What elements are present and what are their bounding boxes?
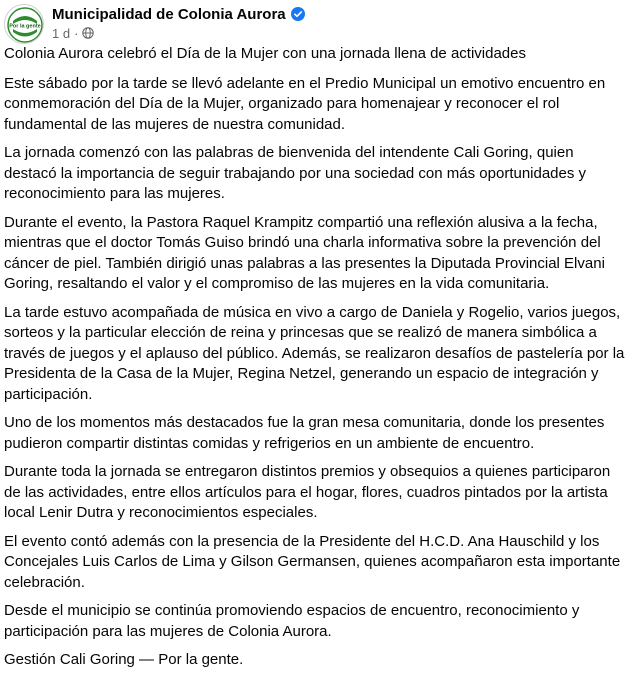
verified-badge-icon (291, 7, 305, 21)
post-meta (52, 4, 305, 41)
post-paragraph: Colonia Aurora celebró el Día de la Mujer con una jornada llena de actividades (4, 45, 526, 62)
post-paragraph: Este sábado por la tarde se llevó adelante en el Predio Municipal un emotivo encuentro en conmemoración del Día de la Mujer, organizado para homenajear y reconocer el rol fundamental de las mujeres de nuestra comunidad. (4, 74, 606, 133)
post-paragraph: Uno de los momentos más destacados fue la gran mesa comunitaria, donde los presentes pudieron compartir distintas comidas y refrigerios en un ambiente de encuentro. (4, 414, 605, 452)
separator-dot: · (74, 25, 79, 41)
post-paragraph: La tarde estuvo acompañada de música en vivo a cargo de Daniela y Rogelio, varios juegos, sorteos y la particular elección de reina y princesas que se realizó de manera simbólica a través de juegos y el aplauso del público. Además, se realizaron desafíos de pastelería por la Presidenta de la Casa de la Mujer, Regina Netzel, generando un espacio de integración y participación. (4, 303, 625, 403)
page-avatar[interactable] (4, 4, 44, 44)
post-header (4, 4, 305, 44)
page-name-line (52, 4, 305, 24)
post-paragraph: Desde el municipio se continúa promoviendo espacios de encuentro, reconocimiento y participación para las mujeres de Colonia Aurora. (4, 602, 580, 640)
municipal-logo-icon (5, 5, 44, 44)
post-paragraph: El evento contó además con la presencia de la Presidente del H.C.D. Ana Hauschild y los Concejales Luis Carlos de Lima y Gilson Germansen, quienes acompañaron esta importante celebración. (4, 532, 621, 591)
avatar-logo-text: Por la gente (9, 23, 41, 30)
post-paragraph: Gestión Cali Goring — Por la gente. (4, 651, 244, 668)
post-subline (52, 25, 305, 41)
globe-icon (82, 27, 94, 39)
page-name-link[interactable]: Municipalidad de Colonia Aurora (52, 5, 286, 23)
post-text (4, 44, 628, 679)
post-paragraph: Durante toda la jornada se entregaron distintos premios y obsequios a quienes participaron de las actividades, entre ellos artículos para el hogar, flores, cuadros pintados por la artista local Lenir Dutra y reconocimientos especiales. (4, 463, 611, 521)
post-paragraph: Durante el evento, la Pastora Raquel Krampitz compartió una reflexión alusiva a la fecha, mientras que el doctor Tomás Guiso brindó una charla informativa sobre la prevención del cáncer de piel. También dirigió unas palabras a las presentes la Diputada Provincial Elvani Goring, resaltando el valor y el compromiso de las mujeres en la vida comunitaria. (4, 213, 605, 292)
post-paragraph: La jornada comenzó con las palabras de bienvenida del intendente Cali Goring, quien destacó la importancia de seguir trabajando por una sociedad con más oportunidades y reconocimiento para las mujeres. (4, 144, 587, 202)
post-timestamp-link[interactable]: 1 d (52, 25, 71, 41)
